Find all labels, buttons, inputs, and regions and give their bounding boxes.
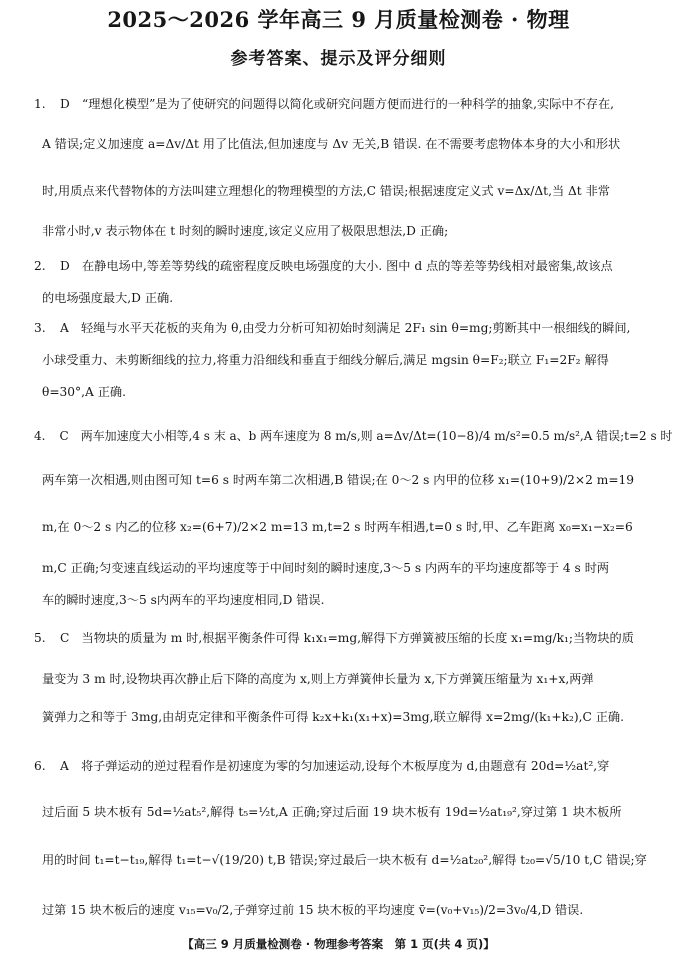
answer-6-line-3: 用的时间 t₁=t−t₁₉,解得 t₁=t−√(19/20) t,B 错误;穿过最后一块木板有 d=½at₂₀²,解得 t₂₀=√5/10 t,C 错误;穿: [42, 853, 647, 867]
answer-4-line-3: m,在 0～2 s 内乙的位移 x₂=(6+7)/2×2 m=13 m,t=2 s 时两车相遇,t=0 s 时,甲、乙车距离 x₀=x₁−x₂=6: [42, 520, 633, 534]
answer-5-line-2: 量变为 3 m 时,设物块再次静止后下降的高度为 x,则上方弹簧伸长量为 x,下方弹簧压缩量为 x₁+x,两弹: [42, 672, 594, 686]
page-title: 2025～2026 学年高三 9 月质量检测卷 · 物理: [107, 7, 570, 32]
answer-3-number: 3.: [34, 321, 46, 335]
answer-5-line-3: 簧弹力之和等于 3mg,由胡克定律和平衡条件可得 k₂x+k₁(x₁+x)=3mg,联立解得 x=2mg/(k₁+k₂),C 正确.: [42, 710, 624, 724]
answer-3-line-2: 小球受重力、未剪断细线的拉力,将重力沿细线和垂直于细线分解后,满足 mgsin θ=F₂;联立 F₁=2F₂ 解得: [42, 353, 609, 367]
answer-6-line-4: 过第 15 块木板后的速度 v₁₅=v₀/2,子弹穿过前 15 块木板的平均速度 v̄=(v₀+v₁₅)/2=3v₀/4,D 错误.: [42, 903, 584, 917]
answer-3-line-3: θ=30°,A 正确.: [42, 385, 126, 399]
answer-5-line-1: 5. C 当物块的质量为 m 时,根据平衡条件可得 k₁x₁=mg,解得下方弹簧被压缩的长度 x₁=mg/k₁;当物块的质: [34, 631, 634, 645]
answer-3-line-1: 3. A 轻绳与水平天花板的夹角为 θ,由受力分析可知初始时刻满足 2F₁ sin θ=mg;剪断其中一根细线的瞬间,: [34, 321, 631, 335]
answer-4-line-4: m,C 正确;匀变速直线运动的平均速度等于中间时刻的瞬时速度,3～5 s 内两车的平均速度都等于 4 s 时两: [42, 561, 610, 575]
answer-1-line-3: 时,用质点来代替物体的方法叫建立理想化的物理模型的方法,C 错误;根据速度定义式 v=Δx/Δt,当 Δt 非常: [42, 184, 610, 198]
answer-2-line-1: 2. D 在静电场中,等差等势线的疏密程度反映电场强度的大小. 图中 d 点的等差等势线相对最密集,故该点: [34, 259, 613, 273]
answer-6-number: 6.: [34, 759, 46, 773]
answer-6-line-2: 过后面 5 块木板有 5d=½at₅²,解得 t₅=½t,A 正确;穿过后面 19 块木板有 19d=½at₁₉²,穿过第 1 块木板所: [42, 805, 622, 819]
answer-4-number: 4.: [34, 429, 46, 443]
answer-4-line-1: 4. C 两车加速度大小相等,4 s 末 a、b 两车速度为 8 m/s,则 a=Δv/Δt=(10−8)/4 m/s²=0.5 m/s²,A 错误;t=2 s 时: [34, 429, 673, 443]
answer-4-line-2: 两车第一次相遇,则由图可知 t=6 s 时两车第二次相遇,B 错误;在 0～2 s 内甲的位移 x₁=(10+9)/2×2 m=19: [42, 473, 635, 487]
answer-6-line-1: 6. A 将子弹运动的逆过程看作是初速度为零的匀加速运动,设每个木板厚度为 d,由题意有 20d=½at²,穿: [34, 759, 610, 773]
page-footer: 【高三 9 月质量检测卷 · 物理参考答案 第 1 页(共 4 页)】: [182, 937, 495, 951]
answer-1-line-2: A 错误;定义加速度 a=Δv/Δt 用了比值法,但加速度与 Δv 无关,B 错误. 在不需要考虑物体本身的大小和形状: [42, 137, 621, 151]
answer-5-number: 5.: [34, 631, 46, 645]
answer-2-number: 2.: [34, 259, 46, 273]
page-subtitle: 参考答案、提示及评分细则: [230, 49, 447, 69]
answer-1-line-4: 非常小时,v 表示物体在 t 时刻的瞬时速度,该定义应用了极限思想法,D 正确;: [42, 224, 449, 238]
answer-1-line-1: 1. D “理想化模型”是为了使研究的问题得以简化或研究问题方便而进行的一种科学的抽象,实际中不存在,: [34, 97, 615, 111]
answer-1-number: 1.: [34, 97, 46, 111]
answer-2-line-2: 的电场强度最大,D 正确.: [42, 291, 174, 305]
answer-4-line-5: 车的瞬时速度,3～5 s内两车的平均速度相同,D 错误.: [42, 593, 325, 607]
